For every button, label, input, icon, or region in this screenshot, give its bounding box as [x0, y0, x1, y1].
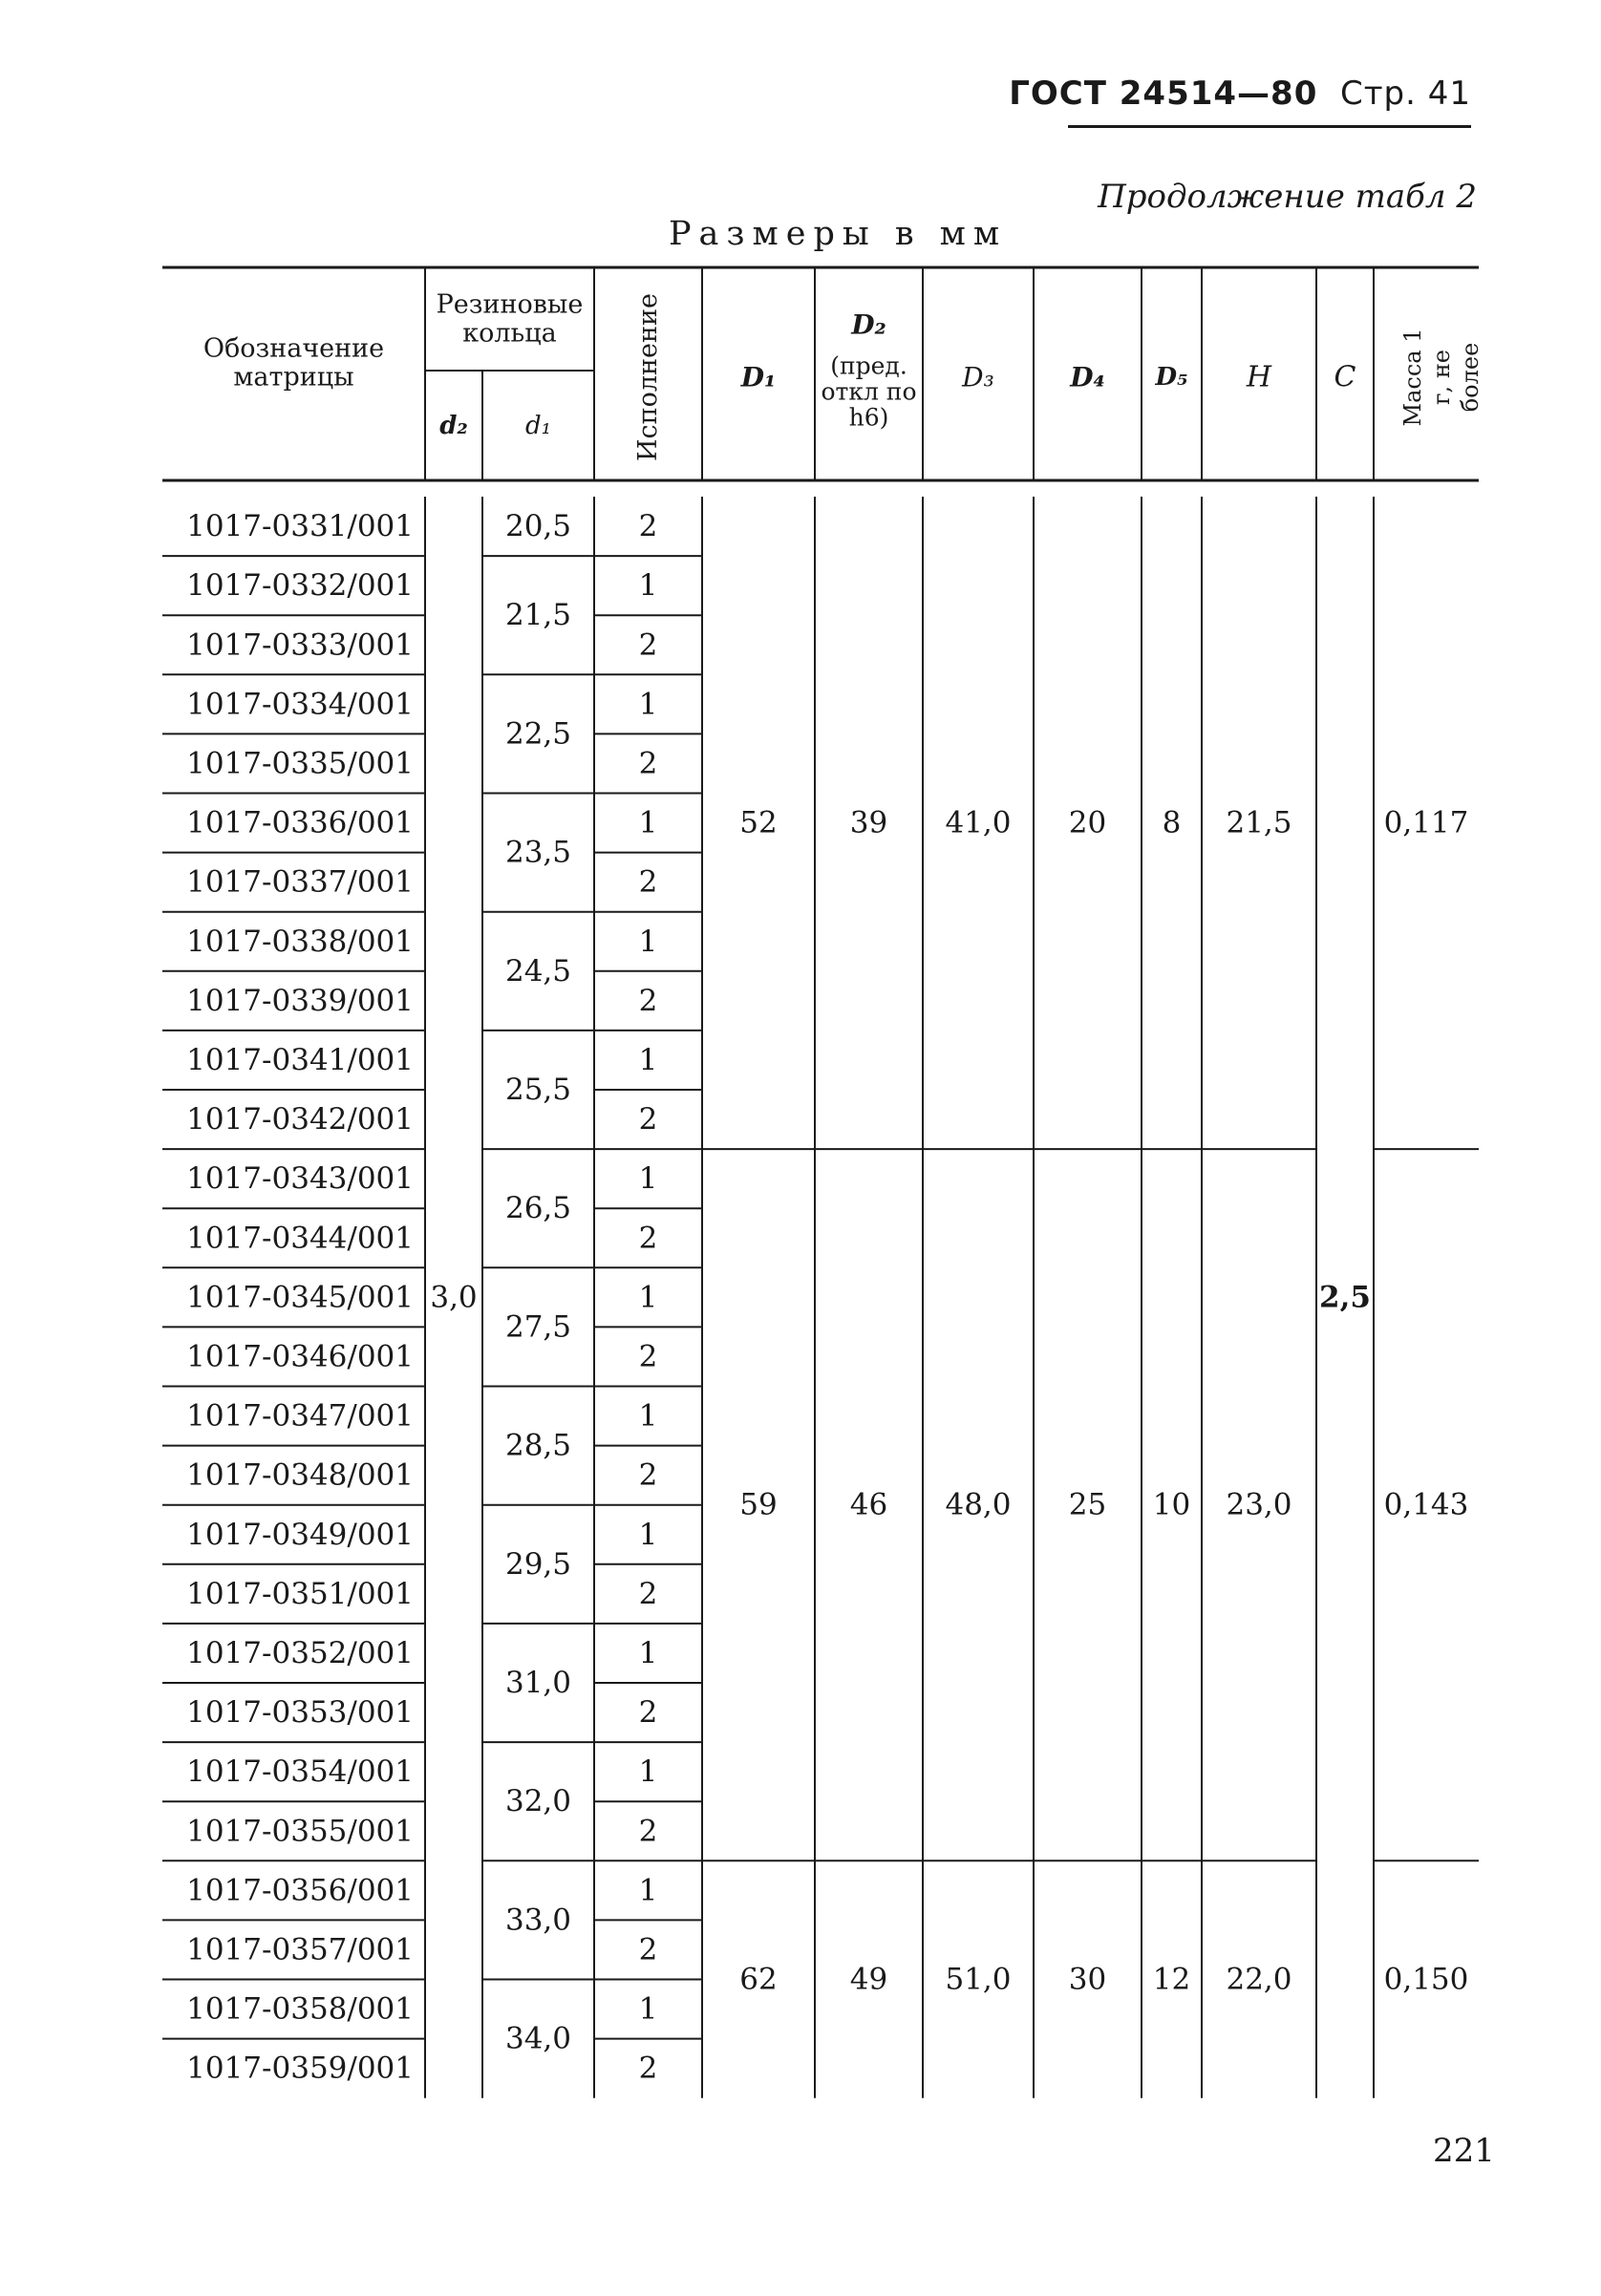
row-designation: 1017-0341/001: [186, 1042, 414, 1077]
row-version: 1: [638, 1754, 658, 1790]
cell-D3: 48,0: [945, 1487, 1012, 1522]
cell-D5: 10: [1152, 1487, 1191, 1522]
cell-d1: 26,5: [504, 1191, 572, 1226]
row-designation: 1017-0333/001: [186, 627, 414, 663]
cell-D3: 51,0: [945, 1962, 1012, 1997]
row-designation: 1017-0354/001: [186, 1754, 414, 1790]
row-designation: 1017-0353/001: [186, 1695, 414, 1731]
row-designation: 1017-0347/001: [186, 1398, 414, 1434]
row-designation: 1017-0352/001: [186, 1635, 414, 1670]
col-header-D2: D₂: [851, 308, 886, 341]
col-header-rubber-rings: Резиновые: [436, 289, 584, 320]
cell-D5: 12: [1152, 1962, 1191, 1997]
row-designation: 1017-0357/001: [186, 1932, 414, 1967]
cell-d1: 22,5: [504, 716, 572, 752]
cell-D2: 39: [849, 805, 888, 840]
row-version: 1: [638, 1161, 658, 1197]
cell-D1: 52: [739, 805, 778, 840]
cell-d1: 21,5: [504, 598, 572, 633]
cell-D1: 59: [739, 1487, 778, 1522]
row-version: 2: [638, 1932, 658, 1967]
col-header-mass: более: [1457, 342, 1484, 413]
cell-d1: 28,5: [504, 1428, 572, 1463]
row-version: 2: [638, 1814, 658, 1849]
col-header-designation: матрицы: [233, 362, 354, 393]
row-designation: 1017-0339/001: [186, 983, 414, 1018]
row-designation: 1017-0344/001: [186, 1221, 414, 1256]
col-header-D4: D₄: [1070, 361, 1105, 393]
cell-d1: 24,5: [504, 953, 572, 989]
row-version: 2: [638, 2051, 658, 2086]
row-version: 1: [638, 1873, 658, 1908]
row-version: 2: [638, 1339, 658, 1374]
row-designation: 1017-0355/001: [186, 1814, 414, 1849]
row-version: 1: [638, 1042, 658, 1077]
col-header-d2: d₂: [439, 412, 468, 440]
row-version: 1: [638, 805, 658, 840]
cell-D3: 41,0: [945, 805, 1012, 840]
cell-d1: 29,5: [504, 1546, 572, 1582]
row-designation: 1017-0358/001: [186, 1991, 414, 2027]
row-version: 1: [638, 1398, 658, 1434]
row-version: 1: [638, 1517, 658, 1552]
row-version: 1: [638, 568, 658, 604]
cell-mass: 0,150: [1383, 1962, 1469, 1997]
row-designation: 1017-0359/001: [186, 2051, 414, 2086]
row-designation: 1017-0336/001: [186, 805, 414, 840]
row-designation: 1017-0338/001: [186, 924, 414, 959]
row-version: 1: [638, 1635, 658, 1670]
row-designation: 1017-0343/001: [186, 1161, 414, 1197]
col-header-D1: D₁: [740, 361, 777, 393]
row-version: 2: [638, 1576, 658, 1611]
cell-d1: 31,0: [504, 1666, 572, 1700]
cell-d1: 32,0: [504, 1784, 572, 1819]
cell-D4: 20: [1068, 805, 1107, 840]
row-designation: 1017-0335/001: [186, 746, 414, 781]
cell-d1: 25,5: [504, 1073, 572, 1107]
standard-number: ГОСТ 24514—80: [1009, 74, 1318, 113]
cell-H: 23,0: [1226, 1487, 1292, 1522]
row-version: 1: [638, 1991, 658, 2027]
cell-D1: 62: [739, 1962, 778, 1997]
row-version: 1: [638, 687, 658, 722]
row-version: 1: [638, 924, 658, 959]
row-version: 2: [638, 509, 658, 544]
row-designation: 1017-0345/001: [186, 1280, 414, 1315]
row-designation: 1017-0351/001: [186, 1576, 414, 1611]
cell-H: 21,5: [1226, 805, 1292, 840]
cell-D4: 30: [1068, 1962, 1107, 1997]
row-designation: 1017-0332/001: [186, 568, 414, 604]
col-header-version: Исполнение: [633, 292, 663, 462]
cell-d2: 3,0: [430, 1280, 478, 1315]
cell-d1: 23,5: [504, 835, 572, 870]
row-designation: 1017-0337/001: [186, 864, 414, 900]
cell-d1: 20,5: [504, 509, 572, 544]
dimensions-note: Размеры в мм: [669, 215, 1008, 253]
row-designation: 1017-0334/001: [186, 687, 414, 722]
cell-mass: 0,143: [1383, 1487, 1469, 1522]
row-designation: 1017-0356/001: [186, 1873, 414, 1908]
row-version: 2: [638, 746, 658, 781]
col-header-d1: d₁: [524, 412, 552, 440]
cell-d1: 33,0: [504, 1903, 572, 1938]
row-designation: 1017-0342/001: [186, 1102, 414, 1137]
row-designation: 1017-0349/001: [186, 1517, 414, 1552]
col-header-mass: г, не: [1428, 349, 1455, 406]
page-label: Стр. 41: [1339, 74, 1471, 113]
row-designation: 1017-0331/001: [186, 509, 414, 544]
cell-D2: 49: [849, 1962, 888, 1997]
col-header-D5: D₅: [1155, 363, 1188, 392]
page-number: 221: [1433, 2132, 1495, 2170]
col-header-H: H: [1246, 360, 1272, 394]
col-header-rubber-rings: кольца: [462, 318, 557, 349]
cell-mass: 0,117: [1383, 805, 1469, 840]
cell-D4: 25: [1068, 1487, 1107, 1522]
row-version: 2: [638, 1695, 658, 1731]
cell-H: 22,0: [1226, 1962, 1292, 1997]
col-header-C: C: [1334, 360, 1356, 394]
cell-d1: 34,0: [504, 2021, 572, 2056]
cell-C: 2,5: [1319, 1280, 1371, 1315]
col-header-D3: D₃: [962, 361, 994, 393]
table-continuation-note: Продолжение табл 2: [1098, 178, 1477, 216]
col-header-designation: Обозначение: [203, 333, 385, 364]
row-version: 2: [638, 864, 658, 900]
row-designation: 1017-0346/001: [186, 1339, 414, 1374]
col-header-D2-note: (пред.: [830, 351, 907, 380]
cell-d1: 27,5: [504, 1309, 572, 1345]
row-version: 2: [638, 627, 658, 663]
cell-D2: 46: [849, 1487, 888, 1522]
row-version: 1: [638, 1280, 658, 1315]
col-header-mass: Масса 1: [1399, 328, 1426, 427]
col-header-D2-note: откл по: [821, 377, 917, 406]
row-designation: 1017-0348/001: [186, 1457, 414, 1493]
cell-D5: 8: [1162, 805, 1182, 840]
row-version: 2: [638, 1221, 658, 1256]
row-version: 2: [638, 1457, 658, 1493]
row-version: 2: [638, 983, 658, 1018]
col-header-D2-note: h6): [848, 403, 889, 432]
row-version: 2: [638, 1102, 658, 1137]
